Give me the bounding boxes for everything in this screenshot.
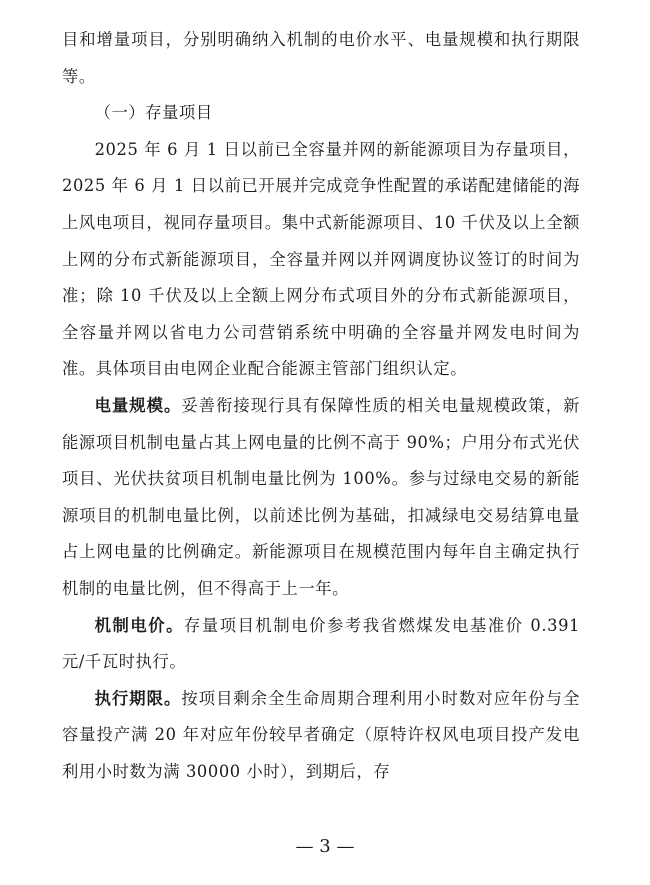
paragraph-lead: 电量规模。 xyxy=(94,395,182,415)
paragraph-continuation xyxy=(62,22,580,95)
section-heading-text: （一）存量项目 xyxy=(94,103,213,123)
paragraph-electricity-scale xyxy=(62,388,580,608)
paragraph-text: 存量项目机制电价参考我省燃煤发电基准价 0.391 元/千瓦时执行。 xyxy=(62,615,580,672)
page-number: — 3 — xyxy=(295,836,355,857)
paragraph-text: 目和增量项目，分别明确纳入机制的电价水平、电量规模和执行期限等。 xyxy=(62,30,580,86)
paragraph-existing-projects-definition xyxy=(62,132,580,388)
paragraph-lead: 执行期限。 xyxy=(94,688,182,708)
paragraph-text: 2025 年 6 月 1 日以前已全容量并网的新能源项目为存量项目，2025 年 6 月 1 日以前已开展并完成竞争性配置的承诺配建储能的海上风电项目，视同存量项目。集中式新能源项目、10 千伏及以上全额上网的分布式新能源项目，全容量并网以并网调度协议签订的时间为准；除 10 千伏及以上全额上网分布式项目外的分布式新能源项目，全容量并网以省电力公司营销系统中明确的全容量并网发电时间为准。具体项目由电网企业配合能源主管部门组织认定。 xyxy=(62,139,580,379)
paragraph-text: 妥善衔接现行具有保障性质的相关电量规模政策，新能源项目机制电量占其上网电量的比例不高于 90%；户用分布式光伏项目、光伏扶贫项目机制电量比例为 100%。参与过绿电交易的新能源项目的机制电量比例，以前述比例为基础，扣减绿电交易结算电量占上网电量的比例确定。新能源项目在规模范围内每年自主确定执行机制的电量比例，但不得高于上一年。 xyxy=(62,395,580,598)
section-heading-existing-projects xyxy=(62,95,580,132)
paragraph-text: 按项目剩余全生命周期合理利用小时数对应年份与全容量投产满 20 年对应年份较早者确定（原特许权风电项目投产发电利用小时数为满 30000 小时），到期后，存 xyxy=(62,688,580,781)
paragraph-mechanism-price xyxy=(62,608,580,681)
document-body xyxy=(62,22,580,790)
paragraph-execution-period xyxy=(62,681,580,791)
paragraph-lead: 机制电价。 xyxy=(94,615,184,635)
